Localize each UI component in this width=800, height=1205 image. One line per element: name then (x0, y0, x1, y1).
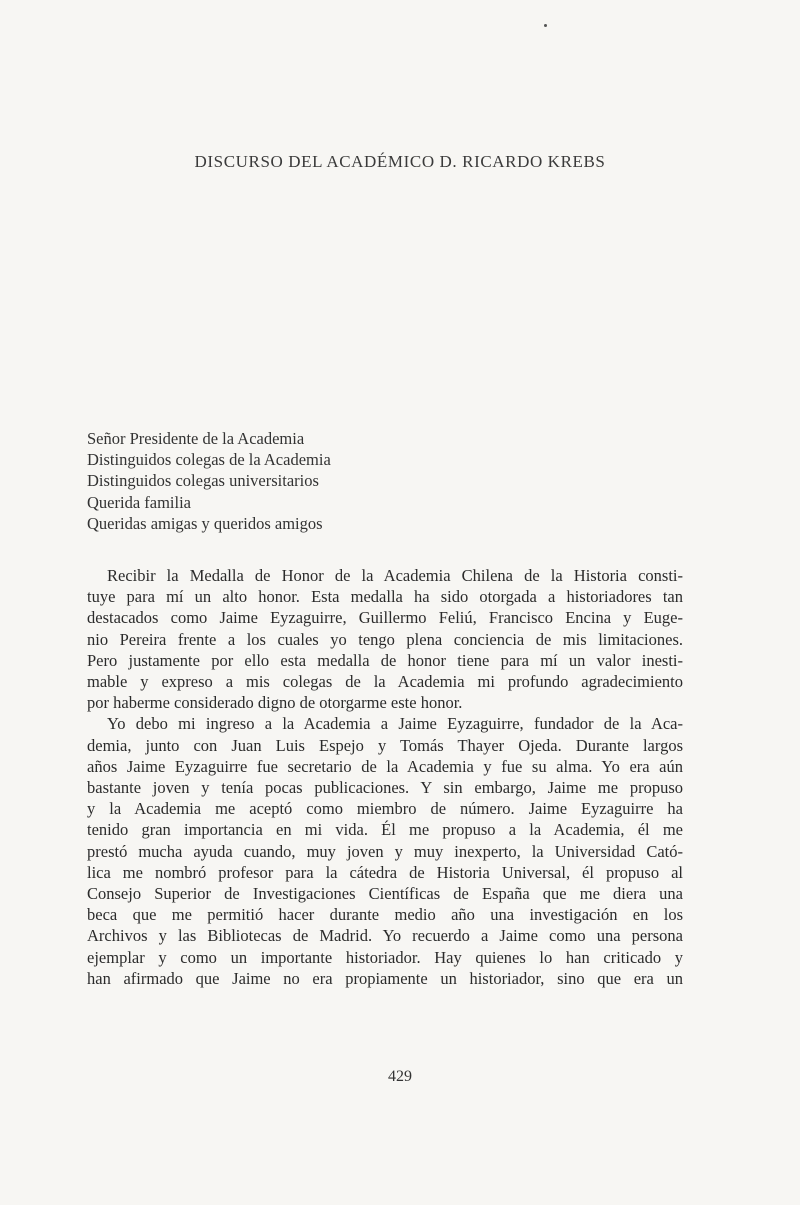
text-line: mable y expreso a mis colegas de la Academia mi profundo agradecimiento (87, 672, 683, 692)
text-line: ejemplar y como un importante historiador. Hay quienes lo han criticado y (87, 947, 683, 967)
text-line: bastante joven y tenía pocas publicaciones. Y sin embargo, Jaime me propuso (87, 778, 683, 798)
paragraph-2 (87, 713, 683, 989)
text-line: prestó mucha ayuda cuando, muy joven y muy inexperto, la Universidad Cató- (87, 841, 683, 861)
paragraph-1 (87, 565, 683, 713)
text-line: Archivos y las Bibliotecas de Madrid. Yo recuerdo a Jaime como una persona (87, 926, 683, 946)
text-line: destacados como Jaime Eyzaguirre, Guillermo Feliú, Francisco Encina y Euge- (87, 608, 683, 628)
salutation-line: Señor Presidente de la Academia (87, 429, 305, 448)
body-text (87, 565, 683, 989)
text-line: Pero justamente por ello esta medalla de honor tiene para mí un valor inesti- (87, 650, 683, 670)
text-line: nio Pereira frente a los cuales yo tengo plena conciencia de mis limitaciones. (87, 629, 683, 649)
salutation-line: Distinguidos colegas de la Academia (87, 450, 331, 470)
text-line: tuye para mí un alto honor. Esta medalla ha sido otorgada a historiadores tan (87, 587, 683, 607)
scan-speck (544, 24, 547, 27)
page-title: DISCURSO DEL ACADÉMICO D. RICARDO KREBS (194, 152, 606, 171)
text-line: Yo debo mi ingreso a la Academia a Jaime Eyzaguirre, fundador de la Aca- (107, 714, 683, 734)
page-number: 429 (388, 1068, 412, 1085)
text-line: Recibir la Medalla de Honor de la Academia Chilena de la Historia consti- (107, 566, 683, 585)
text-line: Consejo Superior de Investigaciones Científicas de España que me diera una (87, 884, 683, 904)
text-line: por haberme considerado digno de otorgarme este honor. (87, 693, 463, 713)
text-line: y la Academia me aceptó como miembro de número. Jaime Eyzaguirre ha (87, 799, 683, 819)
text-line: lica me nombró profesor para la cátedra de Historia Universal, él propuso al (87, 862, 683, 882)
text-line: beca que me permitió hacer durante medio año una investigación en los (87, 905, 683, 925)
text-line: demia, junto con Juan Luis Espejo y Tomás Thayer Ojeda. Durante largos (87, 735, 683, 755)
salutation-line: Distinguidos colegas universitarios (87, 471, 319, 491)
salutation-line: Queridas amigas y queridos amigos (87, 513, 323, 533)
text-line: han afirmado que Jaime no era propiamente un historiador, sino que era un (87, 968, 683, 988)
text-line: tenido gran importancia en mi vida. Él me propuso a la Academia, él me (87, 820, 683, 840)
salutation-list (87, 428, 331, 534)
salutation-line: Querida familia (87, 492, 191, 512)
text-line: años Jaime Eyzaguirre fue secretario de la Academia y fue su alma. Yo era aún (87, 756, 683, 776)
